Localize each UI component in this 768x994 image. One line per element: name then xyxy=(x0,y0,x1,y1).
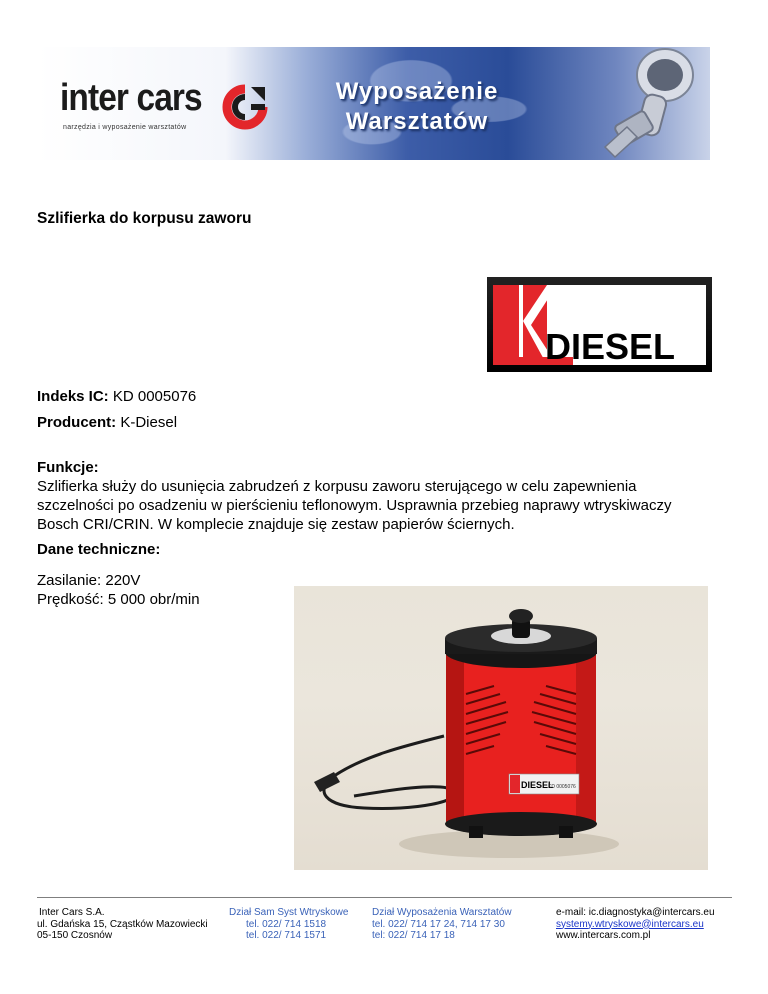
index-line xyxy=(37,388,196,405)
banner-title-line2: Warsztatów xyxy=(345,108,489,135)
producer-line xyxy=(37,414,177,431)
grinder-illustration xyxy=(294,586,708,870)
producer-value: K-Diesel xyxy=(120,414,178,431)
footer-company-city: 05-150 Czosnów xyxy=(37,930,113,941)
footer-email[interactable]: e-mail: ic.diagnostyka@intercars.eu xyxy=(556,907,715,918)
banner-title xyxy=(307,77,527,137)
footer-email-link[interactable]: systemy.wtryskowe@intercars.eu xyxy=(556,918,704,930)
footer-company-name: Inter Cars S.A. xyxy=(39,907,105,918)
footer-contact xyxy=(556,907,715,942)
k-diesel-logo xyxy=(487,277,712,372)
footer-website[interactable]: www.intercars.com.pl xyxy=(556,930,651,941)
speed-spec: Prędkość: 5 000 obr/min xyxy=(37,591,200,608)
product-title: Szlifierka do korpusu zaworu xyxy=(37,210,252,227)
header-banner xyxy=(37,47,710,160)
functions-section xyxy=(37,458,717,534)
footer-injection-dept xyxy=(229,907,348,942)
banner-title-line1: Wyposażenie xyxy=(335,78,499,105)
footer-injection-phone1: tel. 022/ 714 1518 xyxy=(246,918,327,930)
power-spec: Zasilanie: 220V xyxy=(37,572,141,589)
product-photo xyxy=(294,586,708,870)
footer-equipment-dept-name: Dział Wyposażenia Warsztatów xyxy=(372,907,512,918)
producer-label: Producent: xyxy=(37,414,117,431)
k-diesel-logo-text: DIESEL xyxy=(545,326,676,367)
device-sticker-label: DIESEL xyxy=(521,780,554,790)
functions-text: Szlifierka służy do usunięcia zabrudzeń z korpusu zaworu sterującego w celu zapewnienia szczelności po osadzeniu w pierścieniu teflonowym. Usprawnia przebieg naprawy wtryskiwaczy Bosch CRI/CRIN. W komplecie znajduje się zestaw papierów ściernych. xyxy=(37,478,672,533)
footer-equipment-phone2: tel: 022/ 714 17 18 xyxy=(372,930,455,941)
inter-cars-logo-text: inter cars xyxy=(60,77,202,119)
index-label: Indeks IC: xyxy=(37,388,109,405)
footer-company xyxy=(37,907,208,942)
footer-divider xyxy=(37,897,732,898)
wrench-socket-icon xyxy=(597,47,710,160)
footer-company-address: ul. Gdańska 15, Cząstków Mazowiecki xyxy=(37,918,208,930)
device-sticker-code: KD 0005076 xyxy=(548,784,576,790)
footer-injection-phone2: tel. 022/ 714 1571 xyxy=(246,930,327,941)
footer-equipment-dept xyxy=(372,907,512,942)
tech-data-label: Dane techniczne: xyxy=(37,541,161,558)
inter-cars-tagline: narzędzia i wyposażenie warsztatów xyxy=(63,124,187,131)
footer-injection-dept-name: Dział Sam Syst Wtryskowe xyxy=(229,907,349,918)
index-value: KD 0005076 xyxy=(112,388,197,405)
inter-cars-c-logo-icon xyxy=(221,83,269,131)
functions-label: Funkcje: xyxy=(37,459,99,476)
footer-equipment-phone1: tel. 022/ 714 17 24, 714 17 30 xyxy=(372,918,505,930)
